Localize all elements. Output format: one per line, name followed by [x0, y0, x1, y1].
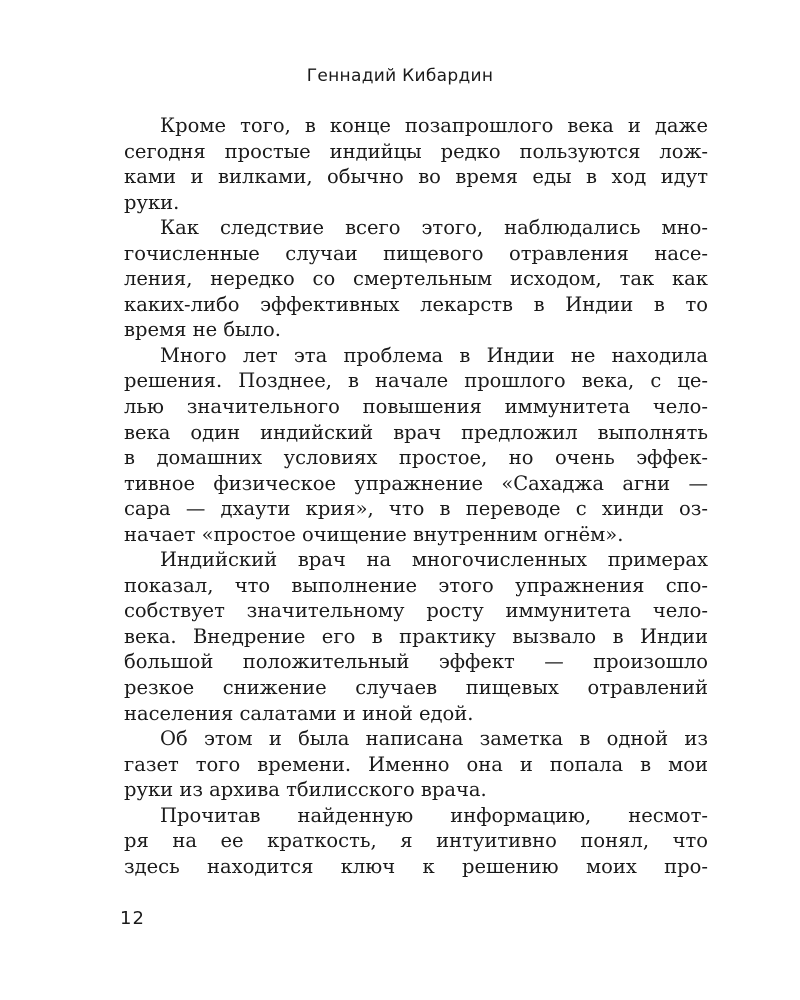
- text-line: здесь находится ключ к решению моих про-: [124, 854, 708, 878]
- text-line: начает «простое очищение внутренним огнём».: [124, 522, 624, 546]
- text-line: сара — дхаути крия», что в переводе с хинди оз-: [124, 497, 708, 521]
- text-line: гочисленные случаи пищевого отравления насе-: [124, 241, 708, 265]
- text-line: ления, нередко со смертельным исходом, так как: [124, 267, 708, 291]
- text-line: сегодня простые индийцы редко пользуются лож-: [124, 139, 708, 163]
- paragraph: [124, 803, 708, 880]
- paragraph: [124, 547, 708, 726]
- text-line: показал, что выполнение этого упражнения спо-: [124, 573, 708, 597]
- text-line: время не было.: [124, 318, 281, 342]
- text-line: Прочитав найденную информацию, несмот-: [160, 803, 708, 827]
- text-line: резкое снижение случаев пищевых отравлений: [124, 676, 708, 700]
- text-line: каких-либо эффективных лекарств в Индии в то: [124, 292, 708, 316]
- body-text: [124, 113, 708, 879]
- text-line: века один индийский врач предложил выполнять: [124, 420, 708, 444]
- paragraph: [124, 343, 708, 547]
- text-line: ками и вилками, обычно во время еды в ход идут: [124, 165, 708, 189]
- text-line: Как следствие всего этого, наблюдались мно-: [160, 216, 708, 240]
- text-line: большой положительный эффект — произошло: [124, 650, 708, 674]
- text-line: Много лет эта проблема в Индии не находила: [160, 343, 708, 367]
- text-line: газет того времени. Именно она и попала в мои: [124, 752, 708, 776]
- running-head-author: Геннадий Кибардин: [306, 66, 494, 86]
- text-line: ря на ее краткость, я интуитивно понял, что: [124, 829, 708, 853]
- text-line: в домашних условиях простое, но очень эффек-: [124, 446, 708, 470]
- text-line: Кроме того, в конце позапрошлого века и даже: [160, 114, 708, 137]
- text-line: Индийский врач на многочисленных примерах: [160, 548, 708, 572]
- text-line: лью значительного повышения иммунитета чело-: [124, 395, 708, 419]
- text-line: населения салатами и иной едой.: [124, 701, 474, 725]
- text-line: века. Внедрение его в практику вызвало в Индии: [124, 624, 708, 648]
- paragraph: [124, 113, 708, 215]
- paragraph: [124, 726, 708, 803]
- text-line: руки из архива тбилисского врача.: [124, 778, 487, 802]
- text-line: Об этом и была написана заметка в одной из: [160, 727, 708, 751]
- paragraph: [124, 215, 708, 343]
- text-line: руки.: [124, 190, 180, 214]
- text-line: решения. Позднее, в начале прошлого века, с це-: [124, 369, 708, 393]
- page-number: 12: [120, 908, 145, 929]
- text-line: тивное физическое упражнение «Сахаджа агни —: [124, 471, 708, 495]
- text-line: собствует значительному росту иммунитета чело-: [124, 599, 708, 623]
